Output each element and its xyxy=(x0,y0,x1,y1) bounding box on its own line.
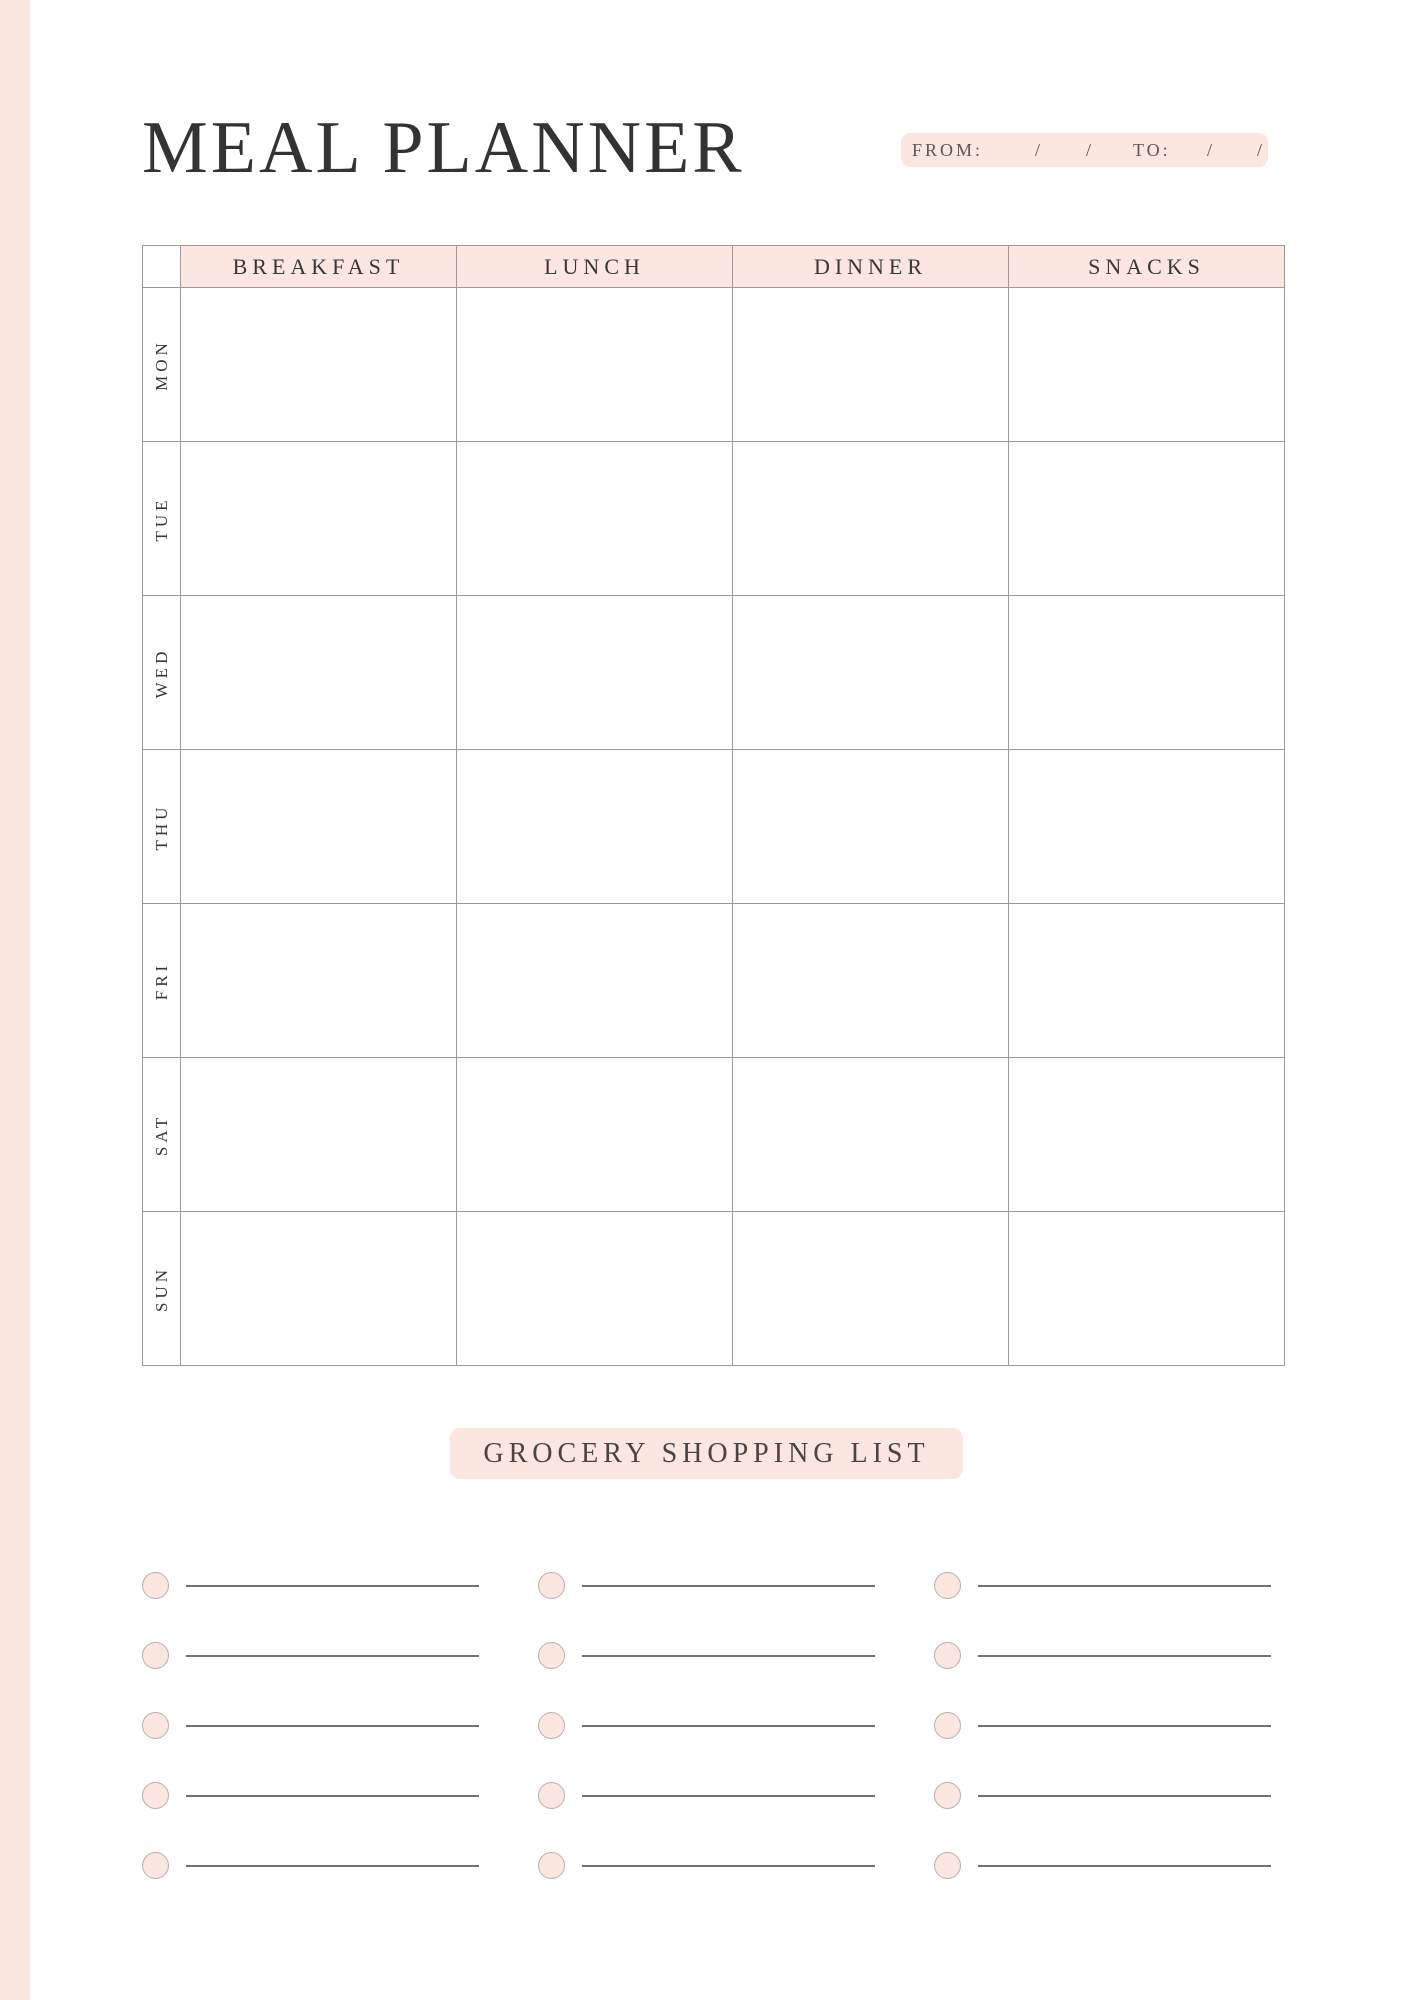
day-label-sat: SAT xyxy=(151,1113,171,1156)
meal-cell-wed-dinner[interactable] xyxy=(733,596,1009,750)
day-cell xyxy=(143,904,181,1058)
item-line[interactable] xyxy=(186,1655,479,1657)
meal-header-row xyxy=(143,246,1285,288)
day-cell xyxy=(143,1058,181,1212)
to-label: TO: xyxy=(1133,140,1171,160)
grocery-list-title: GROCERY SHOPPING LIST xyxy=(450,1428,963,1479)
list-item xyxy=(934,1690,1226,1760)
date-range xyxy=(901,133,1268,167)
meal-cell-mon-dinner[interactable] xyxy=(733,288,1009,442)
checkbox-circle[interactable] xyxy=(142,1852,169,1879)
checkbox-circle[interactable] xyxy=(538,1642,565,1669)
meal-cell-sun-dinner[interactable] xyxy=(733,1212,1009,1366)
page-title: MEAL PLANNER xyxy=(142,107,745,189)
item-line[interactable] xyxy=(582,1795,875,1797)
meal-cell-thu-breakfast[interactable] xyxy=(181,750,457,904)
list-item xyxy=(538,1760,883,1830)
day-cell xyxy=(143,442,181,596)
meal-cell-fri-breakfast[interactable] xyxy=(181,904,457,1058)
day-label-fri: FRI xyxy=(151,961,171,1000)
item-line[interactable] xyxy=(978,1795,1271,1797)
checkbox-circle[interactable] xyxy=(934,1642,961,1669)
meal-cell-sat-snacks[interactable] xyxy=(1009,1058,1285,1212)
list-item xyxy=(538,1830,883,1900)
list-item xyxy=(142,1690,487,1760)
meal-cell-mon-lunch[interactable] xyxy=(457,288,733,442)
to-slash-1: / xyxy=(1207,140,1216,160)
list-item xyxy=(538,1620,883,1690)
from-slash-2: / xyxy=(1086,140,1095,160)
table-row-wed xyxy=(143,596,1285,750)
day-cell xyxy=(143,288,181,442)
day-label-tue: TUE xyxy=(151,495,171,542)
checkbox-circle[interactable] xyxy=(538,1572,565,1599)
day-label-mon: MON xyxy=(151,338,171,391)
from-slash-1: / xyxy=(1035,140,1044,160)
meal-cell-tue-lunch[interactable] xyxy=(457,442,733,596)
list-item xyxy=(934,1620,1226,1690)
day-cell xyxy=(143,750,181,904)
side-stripe xyxy=(0,0,30,2000)
checkbox-circle[interactable] xyxy=(538,1712,565,1739)
table-row-sun xyxy=(143,1212,1285,1366)
day-cell xyxy=(143,1212,181,1366)
item-line[interactable] xyxy=(582,1725,875,1727)
meal-cell-thu-snacks[interactable] xyxy=(1009,750,1285,904)
item-line[interactable] xyxy=(978,1585,1271,1587)
checkbox-circle[interactable] xyxy=(934,1782,961,1809)
grocery-list xyxy=(142,1550,1273,1900)
checkbox-circle[interactable] xyxy=(538,1852,565,1879)
meal-cell-wed-snacks[interactable] xyxy=(1009,596,1285,750)
column-header-lunch: LUNCH xyxy=(457,246,733,288)
meal-cell-tue-snacks[interactable] xyxy=(1009,442,1285,596)
table-corner xyxy=(143,246,181,288)
from-label: FROM: xyxy=(912,140,984,160)
table-row-tue xyxy=(143,442,1285,596)
list-item xyxy=(934,1760,1226,1830)
day-label-sun: SUN xyxy=(151,1265,171,1312)
list-item xyxy=(142,1830,487,1900)
meal-cell-sat-dinner[interactable] xyxy=(733,1058,1009,1212)
item-line[interactable] xyxy=(186,1865,479,1867)
meal-cell-sun-snacks[interactable] xyxy=(1009,1212,1285,1366)
list-item xyxy=(934,1830,1226,1900)
meal-cell-tue-dinner[interactable] xyxy=(733,442,1009,596)
checkbox-circle[interactable] xyxy=(538,1782,565,1809)
meal-cell-sun-lunch[interactable] xyxy=(457,1212,733,1366)
day-label-thu: THU xyxy=(151,803,171,850)
meal-cell-sat-lunch[interactable] xyxy=(457,1058,733,1212)
list-item xyxy=(538,1690,883,1760)
from-day-field[interactable] xyxy=(1051,140,1063,160)
column-header-breakfast: BREAKFAST xyxy=(181,246,457,288)
checkbox-circle[interactable] xyxy=(142,1572,169,1599)
meal-cell-thu-lunch[interactable] xyxy=(457,750,733,904)
meal-cell-wed-lunch[interactable] xyxy=(457,596,733,750)
meal-cell-thu-dinner[interactable] xyxy=(733,750,1009,904)
day-label-wed: WED xyxy=(151,647,171,698)
item-line[interactable] xyxy=(582,1585,875,1587)
item-line[interactable] xyxy=(582,1865,875,1867)
list-item xyxy=(142,1550,487,1620)
table-row-mon xyxy=(143,288,1285,442)
item-line[interactable] xyxy=(186,1585,479,1587)
item-line[interactable] xyxy=(978,1725,1271,1727)
meal-cell-fri-snacks[interactable] xyxy=(1009,904,1285,1058)
checkbox-circle[interactable] xyxy=(142,1642,169,1669)
checkbox-circle[interactable] xyxy=(934,1572,961,1599)
item-line[interactable] xyxy=(582,1655,875,1657)
meal-cell-sun-breakfast[interactable] xyxy=(181,1212,457,1366)
item-line[interactable] xyxy=(978,1865,1271,1867)
list-item xyxy=(142,1620,487,1690)
checkbox-circle[interactable] xyxy=(934,1712,961,1739)
meal-cell-mon-breakfast[interactable] xyxy=(181,288,457,442)
item-line[interactable] xyxy=(186,1725,479,1727)
list-item xyxy=(934,1550,1226,1620)
table-row-thu xyxy=(143,750,1285,904)
checkbox-circle[interactable] xyxy=(142,1712,169,1739)
column-header-snacks: SNACKS xyxy=(1009,246,1285,288)
checkbox-circle[interactable] xyxy=(142,1782,169,1809)
meal-cell-mon-snacks[interactable] xyxy=(1009,288,1285,442)
meal-cell-tue-breakfast[interactable] xyxy=(181,442,457,596)
meal-cell-wed-breakfast[interactable] xyxy=(181,596,457,750)
meal-cell-fri-lunch[interactable] xyxy=(457,904,733,1058)
checkbox-circle[interactable] xyxy=(934,1852,961,1879)
item-line[interactable] xyxy=(978,1655,1271,1657)
table-row-fri xyxy=(143,904,1285,1058)
to-slash-2: / xyxy=(1257,140,1266,160)
meal-cell-fri-dinner[interactable] xyxy=(733,904,1009,1058)
table-row-sat xyxy=(143,1058,1285,1212)
column-header-dinner: DINNER xyxy=(733,246,1009,288)
list-item xyxy=(538,1550,883,1620)
meal-cell-sat-breakfast[interactable] xyxy=(181,1058,457,1212)
day-cell xyxy=(143,596,181,750)
meal-table xyxy=(142,245,1285,1366)
list-item xyxy=(142,1760,487,1830)
from-month-field[interactable] xyxy=(989,140,1001,160)
item-line[interactable] xyxy=(186,1795,479,1797)
